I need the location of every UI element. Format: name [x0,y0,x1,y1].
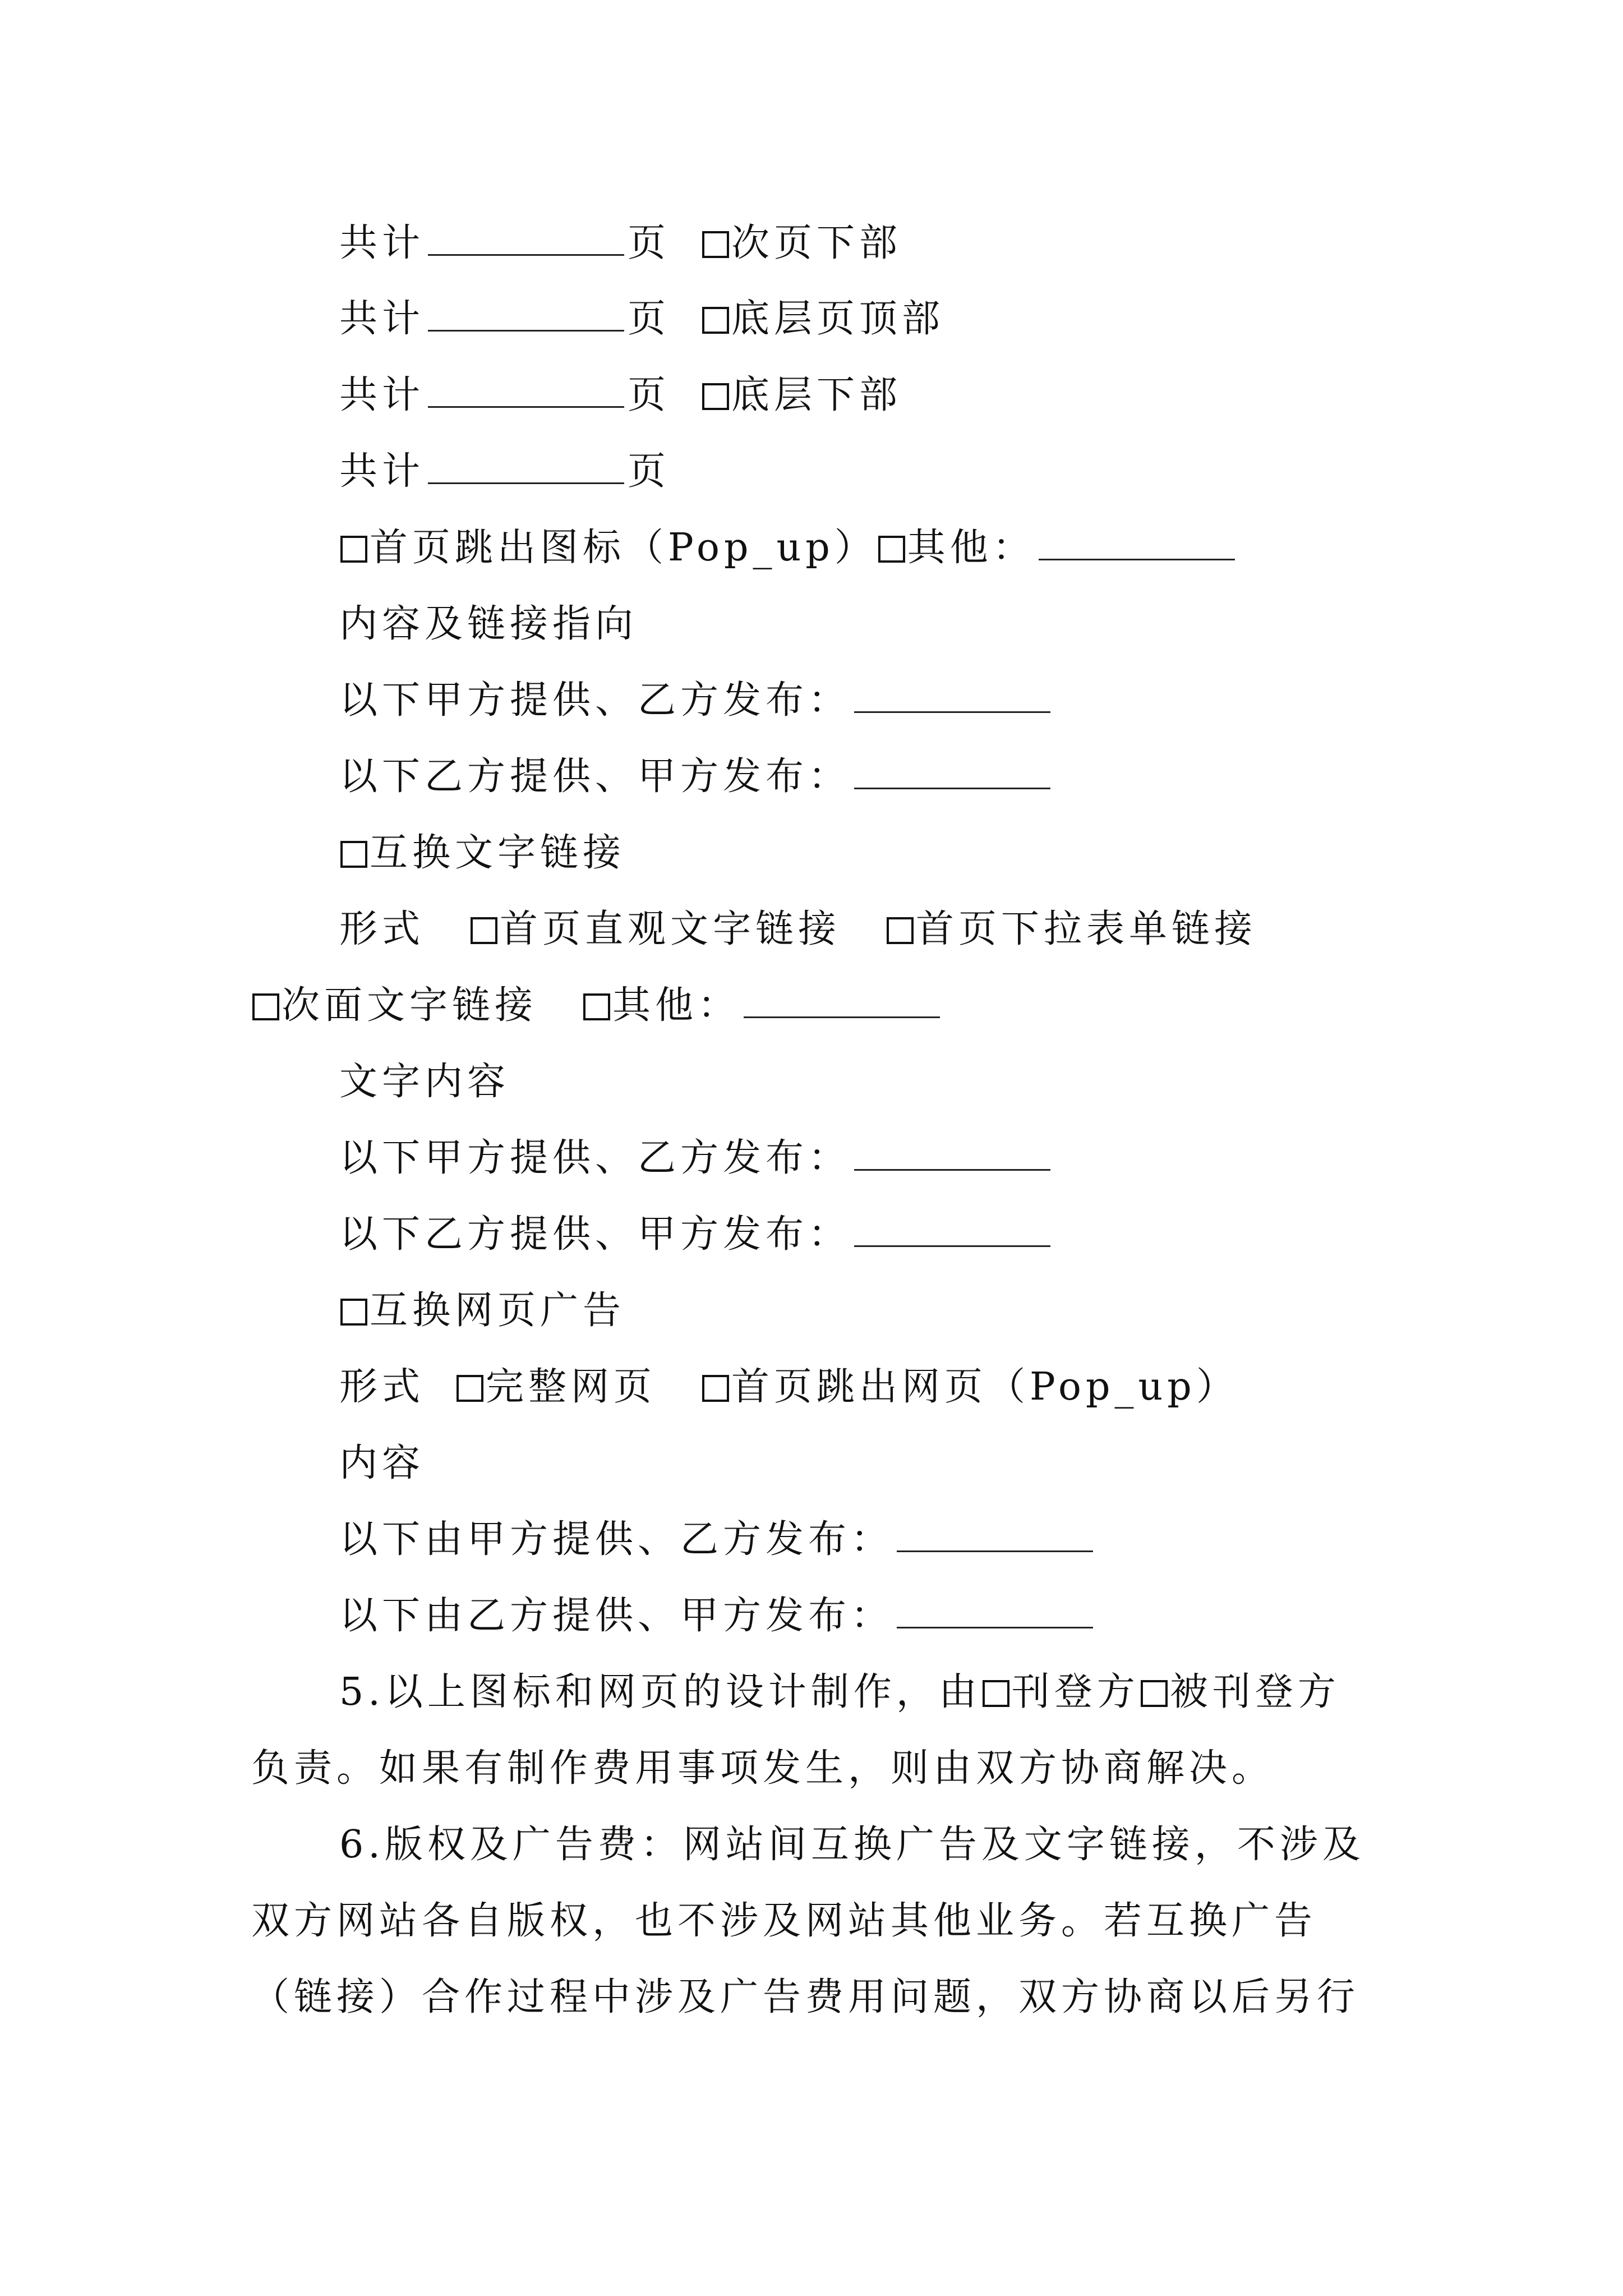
checkbox-label: 首页直观文字链接 [500,907,841,951]
popup-icon-row [339,523,1238,573]
link-form-row [339,904,1257,955]
party-a-provides-row [339,1515,1096,1565]
content-link-heading: 内容及链接指向 [339,602,638,646]
page-unit: 页 [628,449,671,494]
other-blank[interactable] [744,988,940,1018]
party-a-provides-blank[interactable] [854,1141,1050,1171]
page-count-row-3 [339,370,902,421]
secondary-text-link-checkbox[interactable] [252,993,279,1020]
homepage-dropdown-link-checkbox[interactable] [887,917,914,944]
checkbox-label: 次面文字链接 [282,983,538,1028]
homepage-text-link-checkbox[interactable] [471,917,497,944]
bottom-page-top-checkbox[interactable] [702,307,729,334]
party-b-provides-row [339,1591,1096,1641]
other-label: 其他： [612,983,741,1028]
total-label: 共计 [339,297,425,341]
checkbox-label: 底层页顶部 [731,297,945,341]
party-b-provides-blank[interactable] [854,760,1050,789]
bottom-lower-checkbox[interactable] [702,383,729,410]
page-count-row-1 [339,218,902,269]
web-ad-exchange-row [339,1286,625,1336]
checkbox-label: 被刊登方 [1169,1670,1340,1714]
row-label: 以下由甲方提供、乙方发布： [339,1517,894,1562]
checkbox-label: 首页跳出网页（Pop_up） [731,1365,1239,1409]
web-ad-exchange-checkbox[interactable] [340,1299,367,1326]
party-a-provides-row [339,675,1054,726]
page-unit: 页 [628,373,671,417]
total-label: 共计 [339,221,425,265]
page-unit: 页 [628,297,671,341]
page-count-row-2 [339,294,944,344]
checkbox-label: 首页跳出图标（Pop_up） [370,526,877,570]
row-label: 以下乙方提供、甲方发布： [339,1212,851,1257]
full-page-checkbox[interactable] [457,1375,483,1402]
party-b-provides-blank[interactable] [897,1599,1093,1628]
checkbox-label: 底层下部 [731,373,902,417]
text-content-heading: 文字内容 [339,1060,510,1104]
clause-text: 5.以上图标和网页的设计制作，由 [339,1670,981,1714]
ad-form-row [339,1362,1239,1412]
clause-5-line-2: 负责。如果有制作费用事项发生，则由双方协商解决。 [251,1746,1275,1791]
checkbox-label: 互换网页广告 [370,1289,626,1333]
party-a-provides-row [339,1133,1054,1184]
secondary-page-bottom-checkbox[interactable] [702,231,729,258]
form-label: 形式 [339,1365,425,1409]
total-label: 共计 [339,449,425,494]
other-label: 其他： [907,526,1035,570]
checkbox-label: 次页下部 [731,221,902,265]
other-checkbox[interactable] [583,993,610,1020]
checkbox-label: 刊登方 [1011,1670,1140,1714]
other-checkbox[interactable] [878,536,905,563]
party-b-provides-blank[interactable] [854,1217,1050,1247]
party-b-provides-row [339,752,1054,802]
clause-6-line-2: 双方网站各自版权，也不涉及网站其他业务。若互换广告 [251,1899,1317,1943]
text-link-exchange-checkbox[interactable] [340,841,367,868]
text-link-exchange-row [339,828,625,878]
total-label: 共计 [339,373,425,417]
page-count-row-4 [339,447,670,497]
page-count-blank[interactable] [428,454,624,484]
row-label: 以下乙方提供、甲方发布： [339,754,851,799]
published-party-checkbox[interactable] [1141,1680,1168,1707]
clause-5-line-1 [339,1667,1340,1718]
checkbox-label: 完整网页 [486,1365,657,1409]
row-label: 以下由乙方提供、甲方发布： [339,1594,894,1638]
row-label: 以下甲方提供、乙方发布： [339,678,851,723]
party-a-provides-blank[interactable] [897,1522,1093,1552]
party-b-provides-row [339,1209,1054,1260]
page-count-blank[interactable] [428,226,624,256]
checkbox-label: 互换文字链接 [370,831,626,875]
page-unit: 页 [628,221,671,265]
checkbox-label: 首页下拉表单链接 [916,907,1257,951]
popup-icon-checkbox[interactable] [340,536,367,563]
popup-page-checkbox[interactable] [702,1375,729,1402]
link-form-row-continued [251,981,943,1031]
page-count-blank[interactable] [428,378,624,408]
publisher-checkbox[interactable] [983,1680,1009,1707]
clause-6-line-3: （链接）合作过程中涉及广告费用问题，双方协商以后另行 [251,1975,1360,2019]
clause-6-line-1: 6.版权及广告费：网站间互换广告及文字链接，不涉及 [339,1823,1365,1867]
row-label: 以下甲方提供、乙方发布： [339,1136,851,1180]
form-label: 形式 [339,907,425,951]
other-blank[interactable] [1039,531,1235,560]
party-a-provides-blank[interactable] [854,683,1050,713]
content-heading: 内容 [339,1441,425,1485]
page-count-blank[interactable] [428,302,624,332]
